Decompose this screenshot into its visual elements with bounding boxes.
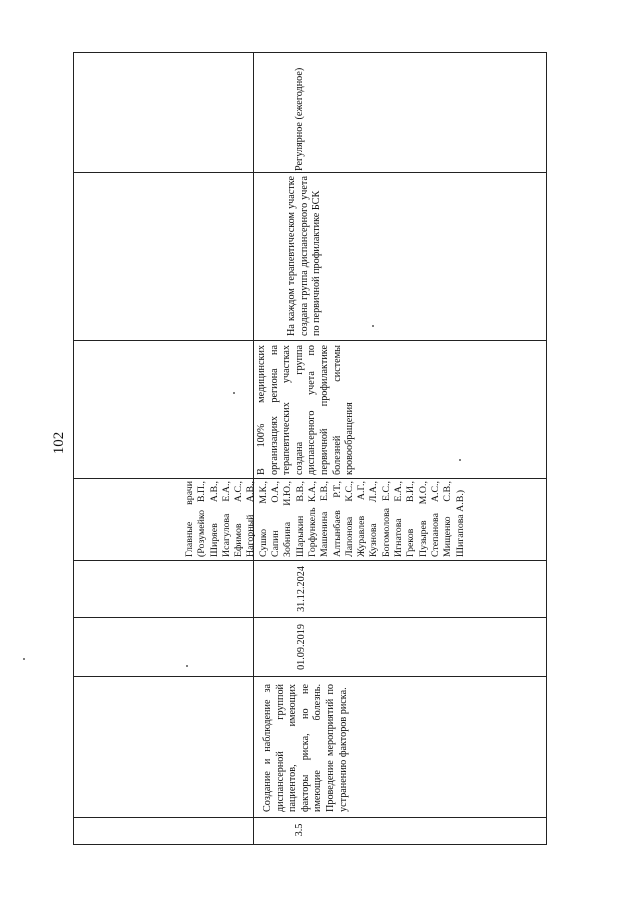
cell-index [290, 818, 312, 844]
scan-speck [459, 459, 461, 461]
row-index: 3.5 [294, 823, 305, 837]
cell-indicator [254, 173, 546, 340]
page-number: 102 [51, 431, 67, 455]
cell-start-date [254, 618, 546, 676]
scan-speck [23, 658, 25, 660]
cell-result [254, 341, 546, 478]
scan-speck [233, 392, 235, 394]
cell-frequency [254, 53, 546, 172]
cell-responsible [184, 479, 546, 560]
frequency-text: Регулярное (ежегодное) [294, 67, 305, 171]
indicator-text: На каждом терапевтическом участке создана группа диспансерного учета по первичной профилактике БСК [286, 176, 323, 336]
cell-activity [254, 677, 546, 817]
start-date: 01.09.2019 [296, 624, 307, 670]
activity-text: Создание и наблюдение за диспансерной группой пациентов, имеющих факторы риска, но не имеющие болезнь. Проведение мероприятий по устранению факторов риска. [262, 684, 349, 812]
cell-end-date [254, 561, 546, 617]
end-date: 31.12.2024 [296, 566, 307, 612]
result-text: В 100% медицинских организациях региона на терапевтических участках создана группа диспансерного учета по первичной профилактике болезней системы кровообращения [256, 345, 356, 475]
scan-speck [186, 665, 188, 667]
scan-speck [372, 325, 374, 327]
responsible-text: Главные врачи (Розумейко В.П., Ширяев А.В., Исагулова Е.А., Ефимов А.С., Нагорный А.В., Сушко М.К., Сапин О.А., Зобнина И.Ю., Шарыкин В.В., Горфункель К.А., Машенина Е.В., Алтынбаев Р.Т., Лапонова К.С., Журавлев А.Г., Кузнова Л.А., Богомолова Е.С., Игнатова Е.А., Греков В.И., Пузырев М.О., Степанова А.С., Мищенко С.В., Шигапова А.В.) [184, 481, 466, 557]
